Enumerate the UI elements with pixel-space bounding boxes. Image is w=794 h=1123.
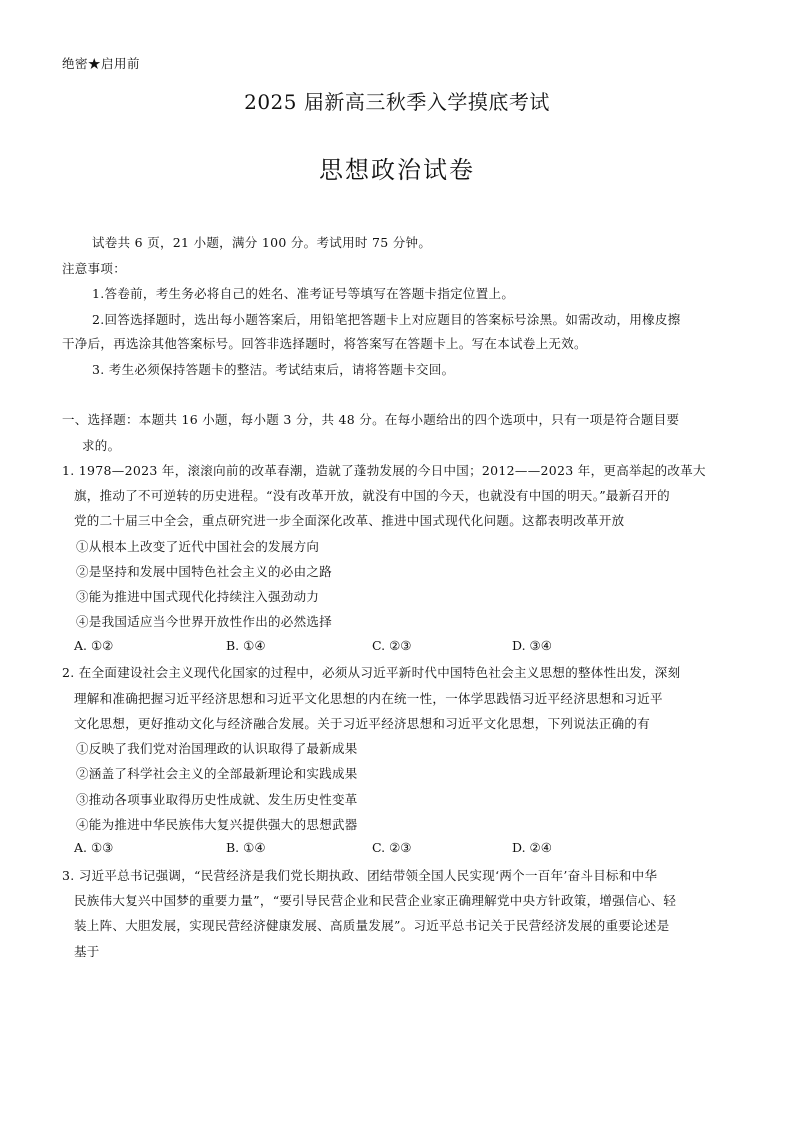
note-item: 2.回答选择题时，选出每小题答案后，用铅笔把答题卡上对应题目的答案标号涂黑。如需改动，用橡皮擦: [92, 312, 681, 327]
question-stem: 党的二十届三中全会，重点研究进一步全面深化改革、推进中国式现代化问题。这都表明改革开放: [74, 513, 625, 528]
answer-option: B. ①④: [226, 638, 266, 653]
exam-summary: 试卷共 6 页，21 小题，满分 100 分。考试用时 75 分钟。: [92, 235, 432, 250]
section-heading: 一、选择题：本题共 16 小题，每小题 3 分，共 48 分。在每小题给出的四个选项中，只有一项是符合题目要: [62, 412, 680, 427]
question-statement: ③能为推进中国式现代化持续注入强劲动力: [76, 589, 320, 604]
subject-title: 思想政治试卷: [319, 156, 475, 184]
answer-option: A. ①③: [74, 840, 114, 855]
question-stem: 3. 习近平总书记强调，“民营经济是我们党长期执政、团结带领全国人民实现‘两个一百年’奋斗目标和中华: [62, 868, 658, 883]
note-item-continued: 干净后，再选涂其他答案标号。回答非选择题时，将答案写在答题卡上。写在本试卷上无效。: [62, 336, 587, 351]
question-statement: ①反映了我们党对治国理政的认识取得了最新成果: [76, 741, 358, 756]
answer-option: C. ②③: [372, 840, 412, 855]
confidential-mark: 绝密★启用前: [62, 56, 141, 71]
question-statement: ④能为推进中华民族伟大复兴提供强大的思想武器: [76, 817, 358, 832]
section-heading-continued: 求的。: [82, 438, 121, 453]
note-item: 1.答卷前，考生务必将自己的姓名、准考证号等填写在答题卡指定位置上。: [92, 286, 515, 301]
question-stem: 2. 在全面建设社会主义现代化国家的过程中，必须从习近平新时代中国特色社会主义思想的整体性出发，深刻: [62, 665, 681, 680]
answer-option: D. ③④: [512, 638, 552, 653]
question-stem: 理解和准确把握习近平经济思想和习近平文化思想的内在统一性，一体学思践悟习近平经济思想和习近平: [74, 691, 663, 706]
question-statement: ②涵盖了科学社会主义的全部最新理论和实践成果: [76, 766, 358, 781]
question-stem: 民族伟大复兴中国梦的重要力量”，“要引导民营企业和民营企业家正确理解党中央方针政策，增强信心、轻: [74, 893, 677, 908]
answer-option: B. ①④: [226, 840, 266, 855]
answer-option: D. ②④: [512, 840, 552, 855]
question-stem: 文化思想，更好推动文化与经济融合发展。关于习近平经济思想和习近平文化思想，下列说法正确的有: [74, 716, 651, 731]
exam-title: 2025 届新高三秋季入学摸底考试: [244, 90, 550, 114]
question-stem: 1. 1978—2023 年，滚滚向前的改革春潮，造就了蓬勃发展的今日中国；2012——2023 年，更高举起的改革大: [62, 463, 706, 478]
answer-option: C. ②③: [372, 638, 412, 653]
question-stem: 旗，推动了不可逆转的历史进程。“没有改革开放，就没有中国的今天，也就没有中国的明天。”最新召开的: [74, 488, 670, 503]
notes-heading: 注意事项：: [62, 261, 127, 276]
answer-option: A. ①②: [74, 638, 114, 653]
question-statement: ②是坚持和发展中国特色社会主义的必由之路: [76, 564, 333, 579]
question-statement: ①从根本上改变了近代中国社会的发展方向: [76, 539, 320, 554]
note-item: 3. 考生必须保持答题卡的整洁。考试结束后，请将答题卡交回。: [92, 362, 455, 377]
question-statement: ④是我国适应当今世界开放性作出的必然选择: [76, 614, 333, 629]
question-stem: 基于: [74, 944, 100, 959]
question-statement: ③推动各项事业取得历史性成就、发生历史性变革: [76, 792, 358, 807]
question-stem: 装上阵、大胆发展，实现民营经济健康发展、高质量发展”。习近平总书记关于民营经济发展的重要论述是: [74, 918, 670, 933]
